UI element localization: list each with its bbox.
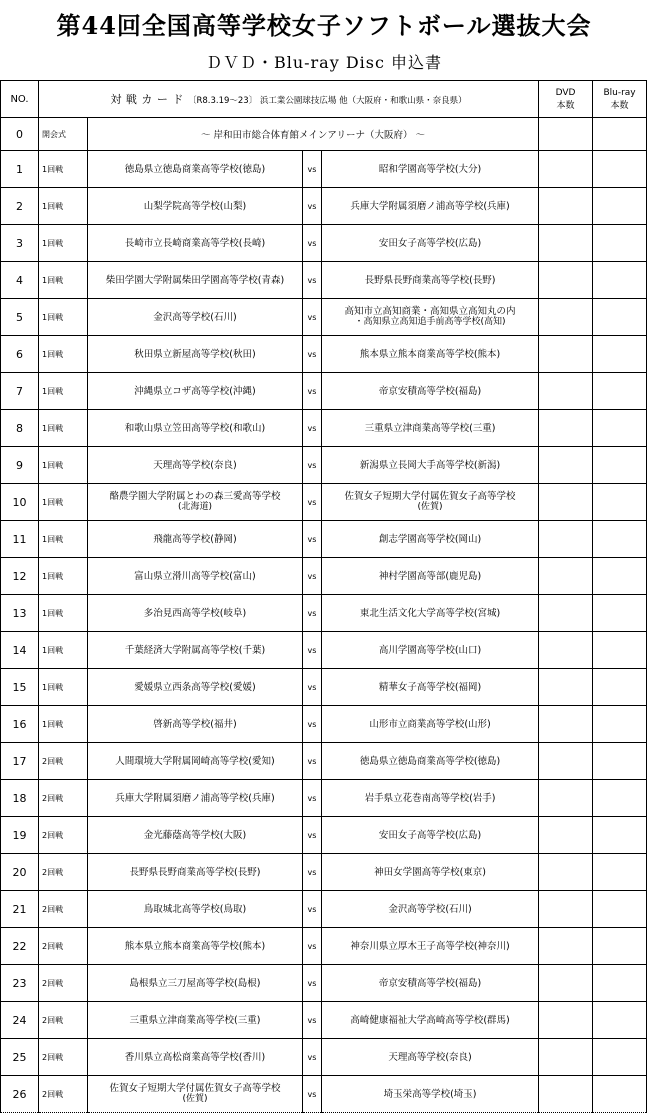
team-right [322, 262, 539, 299]
row-round: 1回戦 [39, 484, 88, 521]
team-left-name: 沖縄県立コザ高等学校(沖縄) [134, 385, 256, 397]
team-right-name: 岩手県立花巻南高等学校(岩手) [364, 792, 496, 804]
row-round: 1回戦 [39, 447, 88, 484]
row-round: 1回戦 [39, 188, 88, 225]
dvd-qty-cell[interactable] [539, 336, 593, 373]
team-right [322, 447, 539, 484]
table-row [1, 743, 647, 780]
table-row [1, 965, 647, 1002]
row-round: 1回戦 [39, 151, 88, 188]
vs-label: vs [303, 928, 322, 965]
table-header-row [1, 81, 647, 118]
team-right-name: 帝京安積高等学校(福島) [378, 977, 482, 989]
bluray-qty-cell[interactable] [593, 484, 647, 521]
row-round: 1回戦 [39, 558, 88, 595]
team-right [322, 706, 539, 743]
row-round: 2回戦 [39, 780, 88, 817]
table-row [1, 669, 647, 706]
team-right-name: 兵庫大学附属須磨ノ浦高等学校(兵庫) [350, 200, 510, 212]
team-left-name: 兵庫大学附属須磨ノ浦高等学校(兵庫) [115, 792, 275, 804]
bluray-qty-cell[interactable] [593, 965, 647, 1002]
team-left [88, 225, 303, 262]
row-no: 11 [1, 521, 39, 558]
row-no: 23 [1, 965, 39, 1002]
team-left [88, 854, 303, 891]
dvd-qty-cell[interactable] [539, 854, 593, 891]
page-subtitle: ＤＶＤ・Blu-ray Disc 申込書 [205, 53, 443, 72]
team-right [322, 780, 539, 817]
vs-label: vs [303, 817, 322, 854]
team-left [88, 373, 303, 410]
row-round: 2回戦 [39, 1039, 88, 1076]
bluray-qty-cell[interactable] [593, 743, 647, 780]
header-match-card-detail: 〔R8.3.19～23〕 浜工業公園球技広場 他（大阪府・和歌山県・奈良県） [187, 96, 467, 106]
vs-label: vs [303, 780, 322, 817]
bluray-qty-cell[interactable] [593, 521, 647, 558]
team-left [88, 484, 303, 521]
row-round: 1回戦 [39, 225, 88, 262]
vs-label: vs [303, 558, 322, 595]
vs-label: vs [303, 484, 322, 521]
team-right [322, 299, 539, 336]
team-right-name: 昭和学園高等学校(大分) [378, 163, 482, 175]
dvd-qty-cell[interactable] [539, 225, 593, 262]
table-row [1, 336, 647, 373]
team-left [88, 891, 303, 928]
team-right [322, 484, 539, 521]
team-left-name: 富山県立滑川高等学校(富山) [134, 570, 256, 582]
team-right [322, 1002, 539, 1039]
dvd-qty-cell[interactable] [539, 118, 593, 151]
team-left-name: 啓新高等学校(福井) [153, 718, 237, 730]
team-right-name: 徳島県立徳島商業高等学校(徳島) [359, 755, 501, 767]
row-no: 24 [1, 1002, 39, 1039]
dvd-qty-cell[interactable] [539, 484, 593, 521]
team-left [88, 521, 303, 558]
row-no: 10 [1, 484, 39, 521]
table-row [1, 410, 647, 447]
row-round: 2回戦 [39, 928, 88, 965]
team-right-name: 東北生活文化大学高等学校(宮城) [359, 607, 501, 619]
bluray-qty-cell[interactable] [593, 410, 647, 447]
team-right [322, 891, 539, 928]
table-row [1, 706, 647, 743]
row-no: 7 [1, 373, 39, 410]
bluray-qty-cell[interactable] [593, 225, 647, 262]
team-right [322, 1039, 539, 1076]
team-left [88, 780, 303, 817]
team-right-name: 天理高等学校(奈良) [388, 1051, 472, 1063]
row-round: 1回戦 [39, 595, 88, 632]
dvd-qty-cell[interactable] [539, 632, 593, 669]
dvd-qty-cell[interactable] [539, 743, 593, 780]
vs-label: vs [303, 706, 322, 743]
row-no: 8 [1, 410, 39, 447]
team-right [322, 928, 539, 965]
dvd-qty-cell[interactable] [539, 410, 593, 447]
row-no: 6 [1, 336, 39, 373]
team-right-name: 高川学園高等学校(山口) [378, 644, 482, 656]
row-round: 1回戦 [39, 336, 88, 373]
team-left [88, 151, 303, 188]
row-no: 5 [1, 299, 39, 336]
team-right [322, 817, 539, 854]
bluray-qty-cell[interactable] [593, 928, 647, 965]
team-right [322, 1076, 539, 1113]
row-no: 0 [1, 118, 39, 151]
team-left-name: 多治見西高等学校(岐阜) [143, 607, 247, 619]
bluray-qty-cell[interactable] [593, 373, 647, 410]
table-row [1, 188, 647, 225]
bluray-qty-cell[interactable] [593, 336, 647, 373]
team-right-name: 埼玉栄高等学校(埼玉) [383, 1088, 477, 1100]
table-row [1, 595, 647, 632]
row-no: 18 [1, 780, 39, 817]
row-no: 16 [1, 706, 39, 743]
table-row [1, 632, 647, 669]
dvd-qty-cell[interactable] [539, 928, 593, 965]
header-bluray [593, 81, 647, 118]
table-row [1, 854, 647, 891]
row-no: 25 [1, 1039, 39, 1076]
team-left [88, 965, 303, 1002]
row-round: 2回戦 [39, 817, 88, 854]
team-left-name: 飛龍高等学校(静岡) [153, 533, 237, 545]
dvd-qty-cell[interactable] [539, 299, 593, 336]
vs-label: vs [303, 595, 322, 632]
vs-label: vs [303, 225, 322, 262]
dvd-qty-cell[interactable] [539, 780, 593, 817]
team-left-name: 熊本県立熊本商業高等学校(熊本) [124, 940, 266, 952]
team-left [88, 1076, 303, 1113]
vs-label: vs [303, 854, 322, 891]
dvd-qty-cell[interactable] [539, 891, 593, 928]
row-round: 1回戦 [39, 632, 88, 669]
team-right-name: 熊本県立熊本商業高等学校(熊本) [359, 348, 501, 360]
table-row [1, 780, 647, 817]
team-left-name: 愛媛県立西条高等学校(愛媛) [134, 681, 256, 693]
bluray-qty-cell[interactable] [593, 447, 647, 484]
team-left-name: 鳥取城北高等学校(鳥取) [143, 903, 247, 915]
team-right-name: 安田女子高等学校(広島) [378, 829, 482, 841]
team-right [322, 151, 539, 188]
table-row [1, 521, 647, 558]
team-left-name: 香川県立高松商業高等学校(香川) [124, 1051, 266, 1063]
row-no: 20 [1, 854, 39, 891]
row-round: 2回戦 [39, 891, 88, 928]
team-right [322, 521, 539, 558]
team-left-name: 和歌山県立笠田高等学校(和歌山) [124, 422, 266, 434]
bluray-qty-cell[interactable] [593, 595, 647, 632]
team-right [322, 743, 539, 780]
row-no: 26 [1, 1076, 39, 1113]
row-no: 17 [1, 743, 39, 780]
team-left [88, 188, 303, 225]
row-round: 1回戦 [39, 373, 88, 410]
team-left-name: 柴田学園大学附属柴田学園高等学校(青森) [105, 274, 285, 286]
bluray-qty-cell[interactable] [593, 151, 647, 188]
row-no: 14 [1, 632, 39, 669]
dvd-qty-cell[interactable] [539, 1039, 593, 1076]
vs-label: vs [303, 262, 322, 299]
row-no: 1 [1, 151, 39, 188]
team-left [88, 817, 303, 854]
team-left-name: 金光藤蔭高等学校(大阪) [143, 829, 247, 841]
row-round: 1回戦 [39, 521, 88, 558]
vs-label: vs [303, 299, 322, 336]
team-right-name: 新潟県立長岡大手高等学校(新潟) [359, 459, 501, 471]
dvd-qty-cell[interactable] [539, 151, 593, 188]
vs-label: vs [303, 891, 322, 928]
page-title: 第44回全国高等学校女子ソフトボール選抜大会 [56, 11, 592, 40]
team-right [322, 336, 539, 373]
team-right-name-line2: (佐賀) [417, 502, 443, 512]
row-round: 2回戦 [39, 743, 88, 780]
team-left [88, 262, 303, 299]
header-match-card [39, 81, 539, 118]
dvd-qty-cell[interactable] [539, 1002, 593, 1039]
bluray-qty-cell[interactable] [593, 118, 647, 151]
team-left-name: 徳島県立徳島商業高等学校(徳島) [124, 163, 266, 175]
bluray-qty-cell[interactable] [593, 188, 647, 225]
team-left-name: 長野県長野商業高等学校(長野) [129, 866, 261, 878]
team-right-name: 創志学園高等学校(岡山) [378, 533, 482, 545]
header-bluray-unit: 本数 [610, 100, 629, 111]
team-right [322, 188, 539, 225]
team-left [88, 595, 303, 632]
dvd-qty-cell[interactable] [539, 706, 593, 743]
vs-label: vs [303, 1002, 322, 1039]
row-no: 12 [1, 558, 39, 595]
table-row [1, 484, 647, 521]
row-no: 13 [1, 595, 39, 632]
row-no: 19 [1, 817, 39, 854]
row-round: 2回戦 [39, 1002, 88, 1039]
dvd-qty-cell[interactable] [539, 595, 593, 632]
team-right-name-line2: ・高知県立高知追手前高等学校(高知) [354, 317, 506, 327]
team-right-name: 長野県長野商業高等学校(長野) [364, 274, 496, 286]
vs-label: vs [303, 447, 322, 484]
header-dvd-label: DVD [555, 87, 576, 98]
vs-label: vs [303, 373, 322, 410]
row-round: 1回戦 [39, 262, 88, 299]
header-dvd-unit: 本数 [556, 100, 575, 111]
team-left-name: 酪農学園大学附属とわの森三愛高等学校 [109, 491, 281, 502]
row-round: 2回戦 [39, 854, 88, 891]
table-row [1, 262, 647, 299]
table-row [1, 1002, 647, 1039]
vs-label: vs [303, 336, 322, 373]
team-right-name: 三重県立津商業高等学校(三重) [364, 422, 496, 434]
team-left-name: 三重県立津商業高等学校(三重) [129, 1014, 261, 1026]
team-left [88, 743, 303, 780]
dvd-qty-cell[interactable] [539, 373, 593, 410]
bluray-qty-cell[interactable] [593, 854, 647, 891]
team-right [322, 965, 539, 1002]
vs-label: vs [303, 965, 322, 1002]
bluray-qty-cell[interactable] [593, 891, 647, 928]
team-right-name: 帝京安積高等学校(福島) [378, 385, 482, 397]
dvd-qty-cell[interactable] [539, 521, 593, 558]
team-left [88, 558, 303, 595]
team-left-name: 千葉経済大学附属高等学校(千葉) [124, 644, 266, 656]
team-left [88, 1039, 303, 1076]
row-round: 2回戦 [39, 965, 88, 1002]
row-round: 2回戦 [39, 1076, 88, 1113]
vs-label: vs [303, 632, 322, 669]
table-row [1, 1076, 647, 1113]
team-left [88, 632, 303, 669]
row-no: 9 [1, 447, 39, 484]
team-left-name: 天理高等学校(奈良) [153, 459, 237, 471]
row-no: 15 [1, 669, 39, 706]
team-left-name: 秋田県立新屋高等学校(秋田) [134, 348, 256, 360]
table-row [1, 299, 647, 336]
row-round: 1回戦 [39, 706, 88, 743]
bluray-qty-cell[interactable] [593, 817, 647, 854]
row-no: 3 [1, 225, 39, 262]
header-no: NO. [1, 81, 39, 118]
team-left-name: 山梨学院高等学校(山梨) [143, 200, 247, 212]
vs-label: vs [303, 521, 322, 558]
vs-label: vs [303, 1076, 322, 1113]
row-round: 1回戦 [39, 669, 88, 706]
team-right-name: 神奈川県立厚木王子高等学校(神奈川) [350, 940, 510, 952]
bluray-qty-cell[interactable] [593, 780, 647, 817]
table-row-ceremony [1, 118, 647, 151]
vs-label: vs [303, 410, 322, 447]
team-left [88, 410, 303, 447]
table-row [1, 928, 647, 965]
bluray-qty-cell[interactable] [593, 299, 647, 336]
table-row [1, 891, 647, 928]
dvd-qty-cell[interactable] [539, 669, 593, 706]
team-right [322, 410, 539, 447]
row-no: 22 [1, 928, 39, 965]
team-right [322, 595, 539, 632]
table-row [1, 558, 647, 595]
bluray-qty-cell[interactable] [593, 632, 647, 669]
dvd-qty-cell[interactable] [539, 558, 593, 595]
dvd-qty-cell[interactable] [539, 262, 593, 299]
row-no: 21 [1, 891, 39, 928]
vs-label: vs [303, 743, 322, 780]
team-left [88, 669, 303, 706]
vs-label: vs [303, 1039, 322, 1076]
row-no: 4 [1, 262, 39, 299]
dvd-qty-cell[interactable] [539, 1076, 593, 1113]
team-right-name: 精華女子高等学校(福岡) [378, 681, 482, 693]
team-left-name: 長崎市立長崎商業高等学校(長崎) [124, 237, 266, 249]
order-table [0, 80, 647, 1113]
team-right [322, 373, 539, 410]
ceremony-venue: ～ 岸和田市総合体育館メインアリーナ（大阪府） ～ [88, 118, 539, 151]
bluray-qty-cell[interactable] [593, 558, 647, 595]
team-right-name: 高崎健康福祉大学高崎高等学校(群馬) [350, 1014, 510, 1026]
team-left [88, 706, 303, 743]
dvd-qty-cell[interactable] [539, 817, 593, 854]
row-round: 開会式 [39, 118, 88, 151]
team-left-name: 金沢高等学校(石川) [153, 311, 237, 323]
table-row [1, 447, 647, 484]
bluray-qty-cell[interactable] [593, 669, 647, 706]
team-right [322, 669, 539, 706]
table-row [1, 373, 647, 410]
dvd-qty-cell[interactable] [539, 188, 593, 225]
team-left-name-line2: (佐賀) [182, 1094, 208, 1104]
bluray-qty-cell[interactable] [593, 1002, 647, 1039]
header-bluray-label: Blu-ray [603, 87, 636, 98]
team-right-name: 神村学園高等部(鹿児島) [378, 570, 482, 582]
bluray-qty-cell[interactable] [593, 1076, 647, 1113]
team-left-name-line2: (北海道) [177, 502, 213, 512]
team-left [88, 447, 303, 484]
team-left [88, 928, 303, 965]
table-row [1, 151, 647, 188]
team-right-name: 安田女子高等学校(広島) [378, 237, 482, 249]
header-dvd [539, 81, 593, 118]
table-row [1, 817, 647, 854]
dvd-qty-cell[interactable] [539, 965, 593, 1002]
bluray-qty-cell[interactable] [593, 706, 647, 743]
vs-label: vs [303, 151, 322, 188]
vs-label: vs [303, 669, 322, 706]
team-left [88, 336, 303, 373]
row-round: 1回戦 [39, 410, 88, 447]
team-left [88, 299, 303, 336]
bluray-qty-cell[interactable] [593, 262, 647, 299]
team-right [322, 854, 539, 891]
team-left-name: 人間環境大学附属岡崎高等学校(愛知) [115, 755, 275, 767]
dvd-qty-cell[interactable] [539, 447, 593, 484]
bluray-qty-cell[interactable] [593, 1039, 647, 1076]
team-right [322, 632, 539, 669]
header-match-card-label: 対 戦 カ ー ド [110, 93, 184, 106]
row-no: 2 [1, 188, 39, 225]
team-right [322, 558, 539, 595]
row-round: 1回戦 [39, 299, 88, 336]
team-left [88, 1002, 303, 1039]
team-right-name: 金沢高等学校(石川) [388, 903, 472, 915]
team-right [322, 225, 539, 262]
team-left-name: 島根県立三刀屋高等学校(島根) [129, 977, 261, 989]
team-right-name: 神田女学園高等学校(東京) [374, 866, 486, 878]
team-right-name: 高知市立高知商業・高知県立高知丸の内 [344, 306, 516, 317]
team-left-name: 佐賀女子短期大学付属佐賀女子高等学校 [109, 1083, 281, 1094]
team-right-name: 山形市立商業高等学校(山形) [369, 718, 491, 730]
table-row [1, 225, 647, 262]
table-row [1, 1039, 647, 1076]
team-right-name: 佐賀女子短期大学付属佐賀女子高等学校 [344, 491, 516, 502]
vs-label: vs [303, 188, 322, 225]
